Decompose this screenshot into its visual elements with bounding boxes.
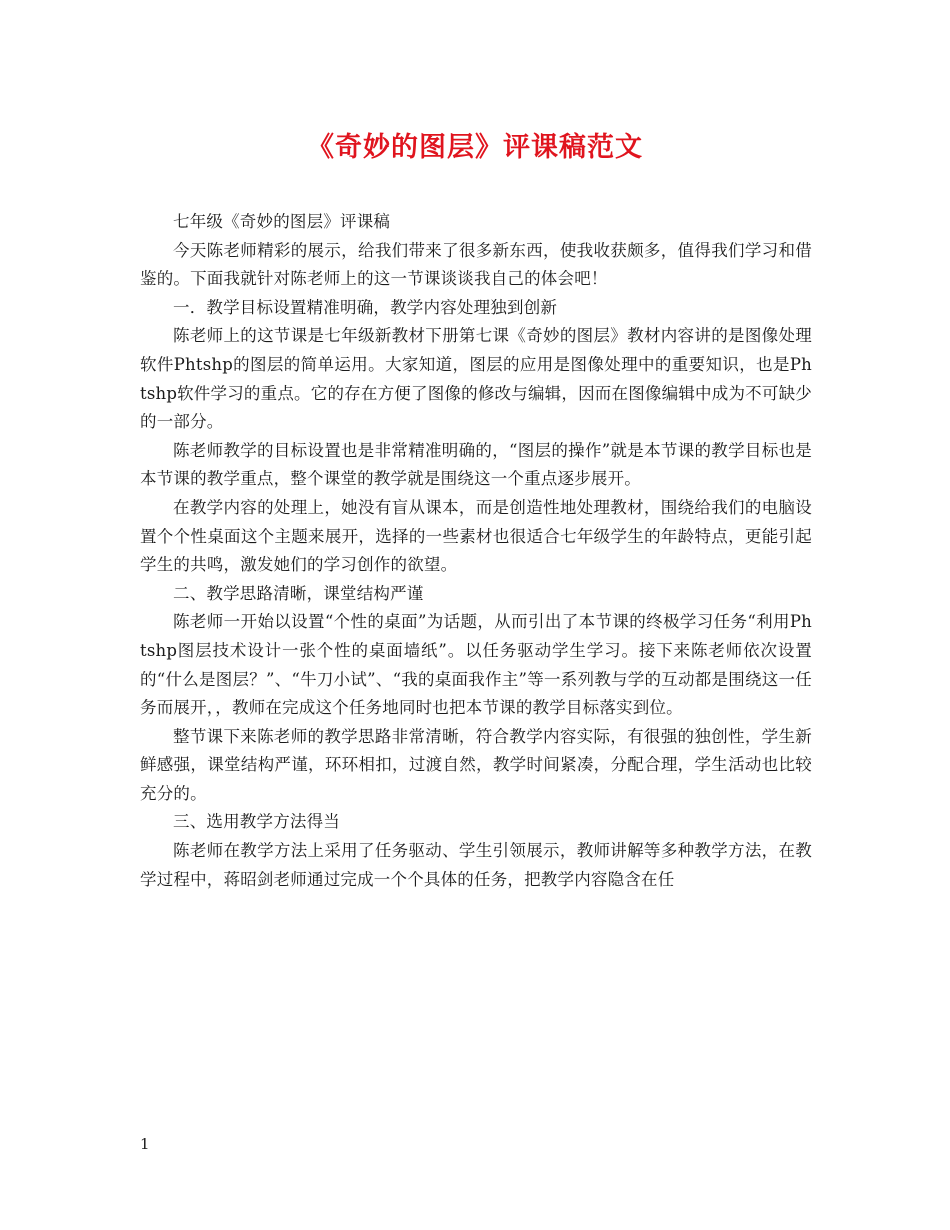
paragraph: 整节课下来陈老师的教学思路非常清晰，符合教学内容实际，有很强的独创性，学生新鲜感强，课堂结构严谨，环环相扣，过渡自然，教学时间紧凑，分配合理，学生活动也比较充分的。 bbox=[140, 726, 812, 803]
page-number: 1 bbox=[140, 1135, 150, 1153]
section-heading-3: 三、选用教学方法得当 bbox=[173, 812, 340, 832]
paragraph-subtitle: 七年级《奇妙的图层》评课稿 bbox=[173, 212, 391, 231]
paragraph-intro: 今天陈老师精彩的展示，给我们带来了很多新东西，使我收获颇多，值得我们学习和借鉴的。下面我就针对陈老师上的这一节课谈谈我自己的体会吧！ bbox=[140, 240, 812, 289]
document-body bbox=[140, 208, 812, 894]
paragraph: 陈老师教学的目标设置也是非常精准明确的，“图层的操作”就是本节课的教学目标也是本节课的教学重点，整个课堂的教学就是围绕这一个重点逐步展开。 bbox=[140, 440, 812, 489]
section-heading-2: 二、教学思路清晰，课堂结构严谨 bbox=[173, 583, 424, 603]
document-title: 《奇妙的图层》评课稿范文 bbox=[307, 132, 643, 163]
paragraph: 陈老师一开始以设置“个性的桌面”为话题，从而引出了本节课的终极学习任务“利用Phtshp图层技术设计一张个性的桌面墙纸”。以任务驱动学生学习。接下来陈老师依次设置的“什么是图层？”、“牛刀小试”、“我的桌面我作主”等一系列教与学的互动都是围绕这一任务而展开，，教师在完成这个任务地同时也把本节课的教学目标落实到位。 bbox=[140, 612, 812, 718]
paragraph: 在教学内容的处理上，她没有盲从课本，而是创造性地处理教材，围绕给我们的电脑设置个个性桌面这个主题来展开，选择的一些素材也很适合七年级学生的年龄特点，更能引起学生的共鸣，激发她们的学习创作的欲望。 bbox=[140, 497, 812, 575]
paragraph: 陈老师在教学方法上采用了任务驱动、学生引领展示，教师讲解等多种教学方法，在教学过程中，蒋昭剑老师通过完成一个个具体的任务，把教学内容隐含在任 bbox=[140, 841, 812, 889]
section-heading-1: 一．教学目标设置精准明确，教学内容处理独到创新 bbox=[173, 297, 558, 317]
paragraph: 陈老师上的这节课是七年级新教材下册第七课《奇妙的图层》教材内容讲的是图像处理软件Phtshp的图层的简单运用。大家知道，图层的应用是图像处理中的重要知识，也是Phtshp软件学习的重点。它的存在方便了图像的修改与编辑，因而在图像编辑中成为不可缺少的一部分。 bbox=[140, 326, 812, 432]
